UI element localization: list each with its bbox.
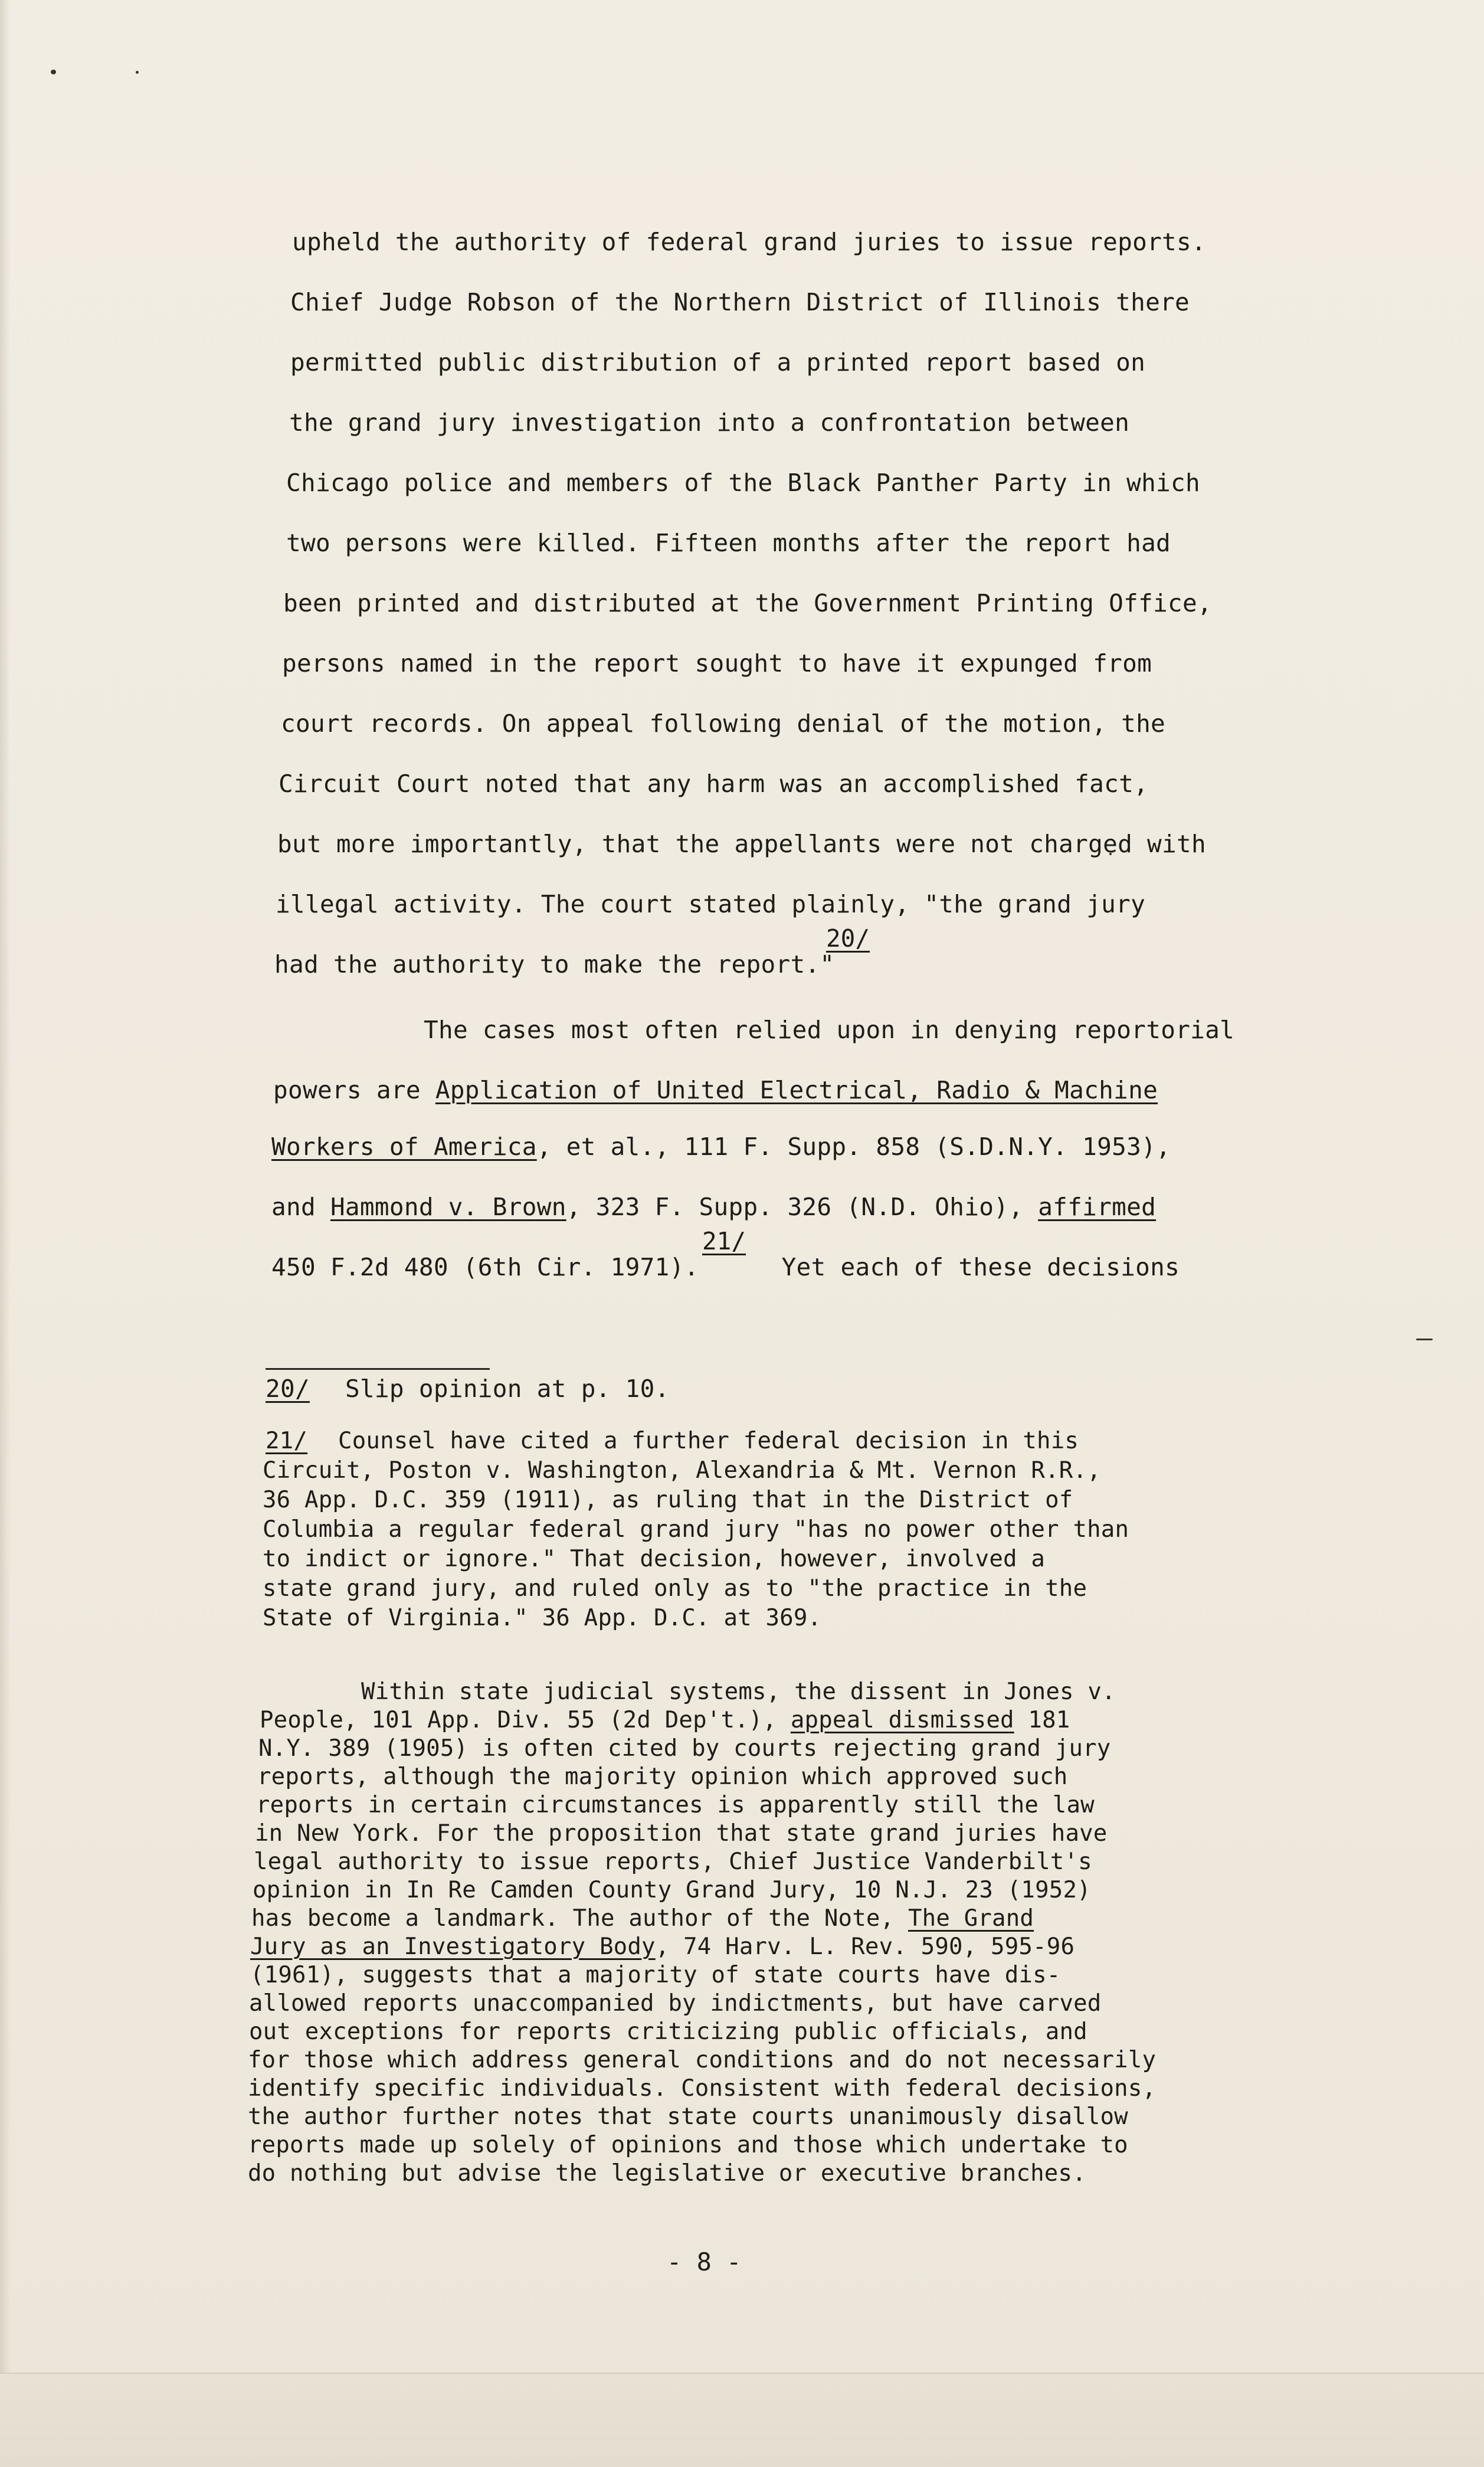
page-number: - 8 - [667,2247,742,2276]
para2-line-1: The cases most often relied upon in denying reportorial [424,1016,1235,1044]
footnote-21-line-1: 21/ Counsel have cited a further federal decision in this [266,1428,1079,1454]
affirmed-text: affirmed [1038,1193,1157,1221]
state-para-line-12: allowed reports unaccompanied by indictments, but have carved [249,1990,1102,2017]
page-edge-shadow [0,0,11,2467]
body-line-3: permitted public distribution of a printed report based on [290,348,1146,377]
state-para-line-9: has become a landmark. The author of the Note, The Grand [251,1905,1034,1932]
footnote-21-line-6: state grand jury, and ruled only as to "the practice in the [263,1575,1087,1602]
body-line-6: two persons were killed. Fifteen months after the report had [286,529,1171,557]
body-line-2: Chief Judge Robson of the Northern District of Illinois there [290,288,1190,316]
state-para-line-3: N.Y. 389 (1905) is often cited by courts rejecting grand jury [258,1735,1111,1762]
footnote-ref-21: 21/ [702,1227,746,1255]
body-line-9: court records. On appeal following denial of the motion, the [281,709,1166,738]
state-para-line-5: reports in certain circumstances is apparently still the law [256,1792,1095,1818]
body-line-11: but more importantly, that the appellants were not charged with [277,830,1206,858]
state-para-line-11: (1961), suggests that a majority of state courts have dis- [250,1962,1061,1988]
appeal-dismissed-text: appeal dismissed [790,1707,1014,1733]
state-para-line-7: legal authority to issue reports, Chief Justice Vanderbilt's [254,1848,1092,1875]
para2-line-5: 450 F.2d 480 (6th Cir. 1971). Yet each of these decisions [271,1253,1180,1281]
body-line-8: persons named in the report sought to have it expunged from [282,649,1152,678]
para2-line-2: powers are Application of United Electrical, Radio & Machine [273,1076,1158,1104]
footnote-21-line-5: to indict or ignore." That decision, however, involved a [263,1546,1046,1572]
state-para-line-15: identify specific individuals. Consistent with federal decisions, [248,2075,1157,2102]
para2-line-4: and Hammond v. Brown, 323 F. Supp. 326 (N.D. Ohio), affirmed [271,1193,1157,1221]
body-line-1: upheld the authority of federal grand juries to issue reports. [292,228,1207,256]
note-title-grand: The Grand [908,1905,1034,1932]
case-title-workers-of-america: Workers of America [271,1133,537,1161]
state-para-line-2: People, 101 App. Div. 55 (2d Dep't.), appeal dismissed 181 [260,1707,1070,1733]
state-para-line-14: for those which address general conditions and do not necessarily [248,2047,1157,2073]
para2-line-3: Workers of America, et al., 111 F. Supp. 858 (S.D.N.Y. 1953), [271,1133,1171,1161]
state-para-line-18: do nothing but advise the legislative or executive branches. [248,2160,1086,2187]
body-line-13: had the authority to make the report." [274,950,835,979]
footnote-21-line-3: 36 App. D.C. 359 (1911), as ruling that in the District of [263,1487,1073,1513]
bottom-margin-strip [0,2373,1484,2467]
footnote-21-line-7: State of Virginia." 36 App. D.C. at 369. [263,1605,822,1631]
state-para-line-4: reports, although the majority opinion which approved such [257,1763,1068,1790]
case-title-hammond-v-brown: Hammond v. Brown [330,1193,566,1221]
footnote-20 [266,1374,670,1403]
state-para-line-16: the author further notes that state courts unanimously disallow [248,2103,1128,2130]
body-line-4: the grand jury investigation into a confrontation between [289,408,1130,437]
case-title-united-electrical: Application of United Electrical, Radio & Machine [435,1076,1158,1104]
footnote-20-text: Slip opinion at p. 10. [345,1375,670,1403]
footnote-21-line-4: Columbia a regular federal grand jury "has no power other than [263,1516,1129,1543]
state-para-line-13: out exceptions for reports criticizing public officials, and [249,2018,1087,2045]
state-para-line-1: Within state judicial systems, the dissent in Jones v. [361,1679,1116,1705]
paper-speck [1416,1339,1433,1340]
state-para-line-8: opinion in In Re Camden County Grand Jury, 10 N.J. 23 (1952) [253,1877,1091,1903]
paper-speck [51,70,56,74]
body-line-10: Circuit Court noted that any harm was an accomplished fact, [279,770,1149,798]
footnote-21-line-2: Circuit, Poston v. Washington, Alexandria & Mt. Vernon R.R., [263,1457,1101,1484]
body-line-5: Chicago police and members of the Black Panther Party in which [286,469,1201,497]
state-para-line-17: reports made up solely of opinions and those which undertake to [248,2132,1128,2158]
footnote-separator [266,1368,490,1370]
note-title-investigatory-body: Jury as an Investigatory Body [250,1933,656,1960]
state-para-line-10: Jury as an Investigatory Body, 74 Harv. L. Rev. 590, 595-96 [250,1933,1075,1960]
footnote-20-mark: 20/ [266,1375,310,1403]
paper-speck [136,71,139,74]
body-line-7: been printed and distributed at the Government Printing Office, [283,589,1212,617]
footnote-21-mark: 21/ [266,1428,308,1454]
footnote-ref-20: 20/ [826,924,870,953]
state-para-line-6: in New York. For the proposition that state grand juries have [255,1820,1108,1847]
body-line-12: illegal activity. The court stated plainly, "the grand jury [276,890,1146,918]
